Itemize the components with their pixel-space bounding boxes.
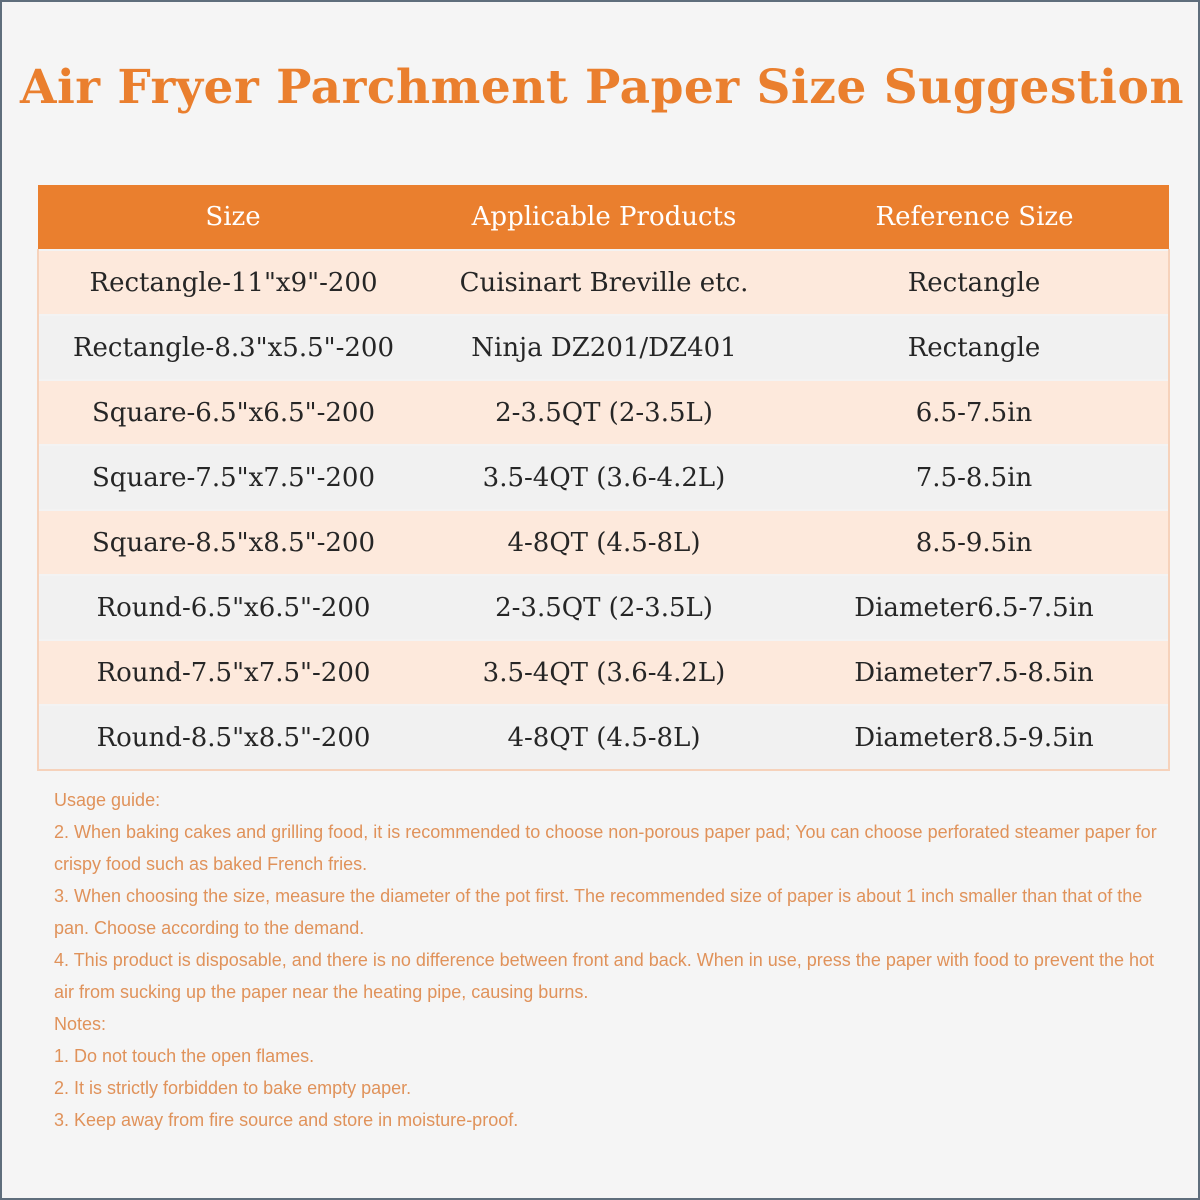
size-cell: Rectangle-11"x9"-200 <box>38 250 428 315</box>
products-cell: 3.5-4QT (3.6-4.2L) <box>428 640 780 705</box>
note-item: 3. Keep away from fire source and store in moisture-proof. <box>54 1110 519 1130</box>
size-cell: Round-8.5"x8.5"-200 <box>38 705 428 770</box>
column-header-size: Size <box>38 185 428 250</box>
table-row <box>38 380 1169 445</box>
usage-guide-heading: Usage guide: <box>54 790 161 810</box>
reference-size-cell: 7.5-8.5in <box>780 445 1169 510</box>
reference-size-cell: 8.5-9.5in <box>780 510 1169 575</box>
table-row <box>38 315 1169 380</box>
products-cell: 2-3.5QT (2-3.5L) <box>428 575 780 640</box>
size-cell: Round-7.5"x7.5"-200 <box>38 640 428 705</box>
reference-size-cell: Diameter8.5-9.5in <box>780 705 1169 770</box>
reference-size-cell: Rectangle <box>780 315 1169 380</box>
column-header-applicable-products: Applicable Products <box>428 185 780 250</box>
table-row <box>38 510 1169 575</box>
reference-size-cell: Rectangle <box>780 250 1169 315</box>
usage-guide-item: 3. When choosing the size, measure the diameter of the pot first. The recommended size of paper is about 1 inch smaller than that of the pan. Choose according to the demand. <box>54 886 1143 938</box>
table-row <box>38 575 1169 640</box>
size-cell: Square-7.5"x7.5"-200 <box>38 445 428 510</box>
reference-size-cell: Diameter7.5-8.5in <box>780 640 1169 705</box>
usage-guide-item: 2. When baking cakes and grilling food, it is recommended to choose non-porous paper pad; You can choose perforated steamer paper for crispy food such as baked French fries. <box>54 822 1157 874</box>
column-header-reference-size: Reference Size <box>780 185 1169 250</box>
table-row <box>38 250 1169 315</box>
products-cell: 2-3.5QT (2-3.5L) <box>428 380 780 445</box>
products-cell: 4-8QT (4.5-8L) <box>428 705 780 770</box>
table-header-row <box>38 185 1169 250</box>
reference-size-cell: Diameter6.5-7.5in <box>780 575 1169 640</box>
table-row <box>38 640 1169 705</box>
table-row <box>38 445 1169 510</box>
products-cell: 3.5-4QT (3.6-4.2L) <box>428 445 780 510</box>
size-cell: Rectangle-8.3"x5.5"-200 <box>38 315 428 380</box>
products-cell: 4-8QT (4.5-8L) <box>428 510 780 575</box>
size-table <box>37 185 1170 771</box>
table-row <box>38 705 1169 770</box>
products-cell: Cuisinart Breville etc. <box>428 250 780 315</box>
reference-size-cell: 6.5-7.5in <box>780 380 1169 445</box>
note-item: 2. It is strictly forbidden to bake empty paper. <box>54 1078 412 1098</box>
size-cell: Square-6.5"x6.5"-200 <box>38 380 428 445</box>
notes-heading: Notes: <box>54 1014 107 1034</box>
note-item: 1. Do not touch the open flames. <box>54 1046 315 1066</box>
usage-notes <box>54 784 1164 1136</box>
size-cell: Square-8.5"x8.5"-200 <box>38 510 428 575</box>
products-cell: Ninja DZ201/DZ401 <box>428 315 780 380</box>
usage-guide-item: 4. This product is disposable, and there is no difference between front and back. When in use, press the paper with food to prevent the hot air from sucking up the paper near the heating pipe, causing burns. <box>54 950 1155 1002</box>
page-title: Air Fryer Parchment Paper Size Suggestion <box>19 60 1184 115</box>
size-cell: Round-6.5"x6.5"-200 <box>38 575 428 640</box>
